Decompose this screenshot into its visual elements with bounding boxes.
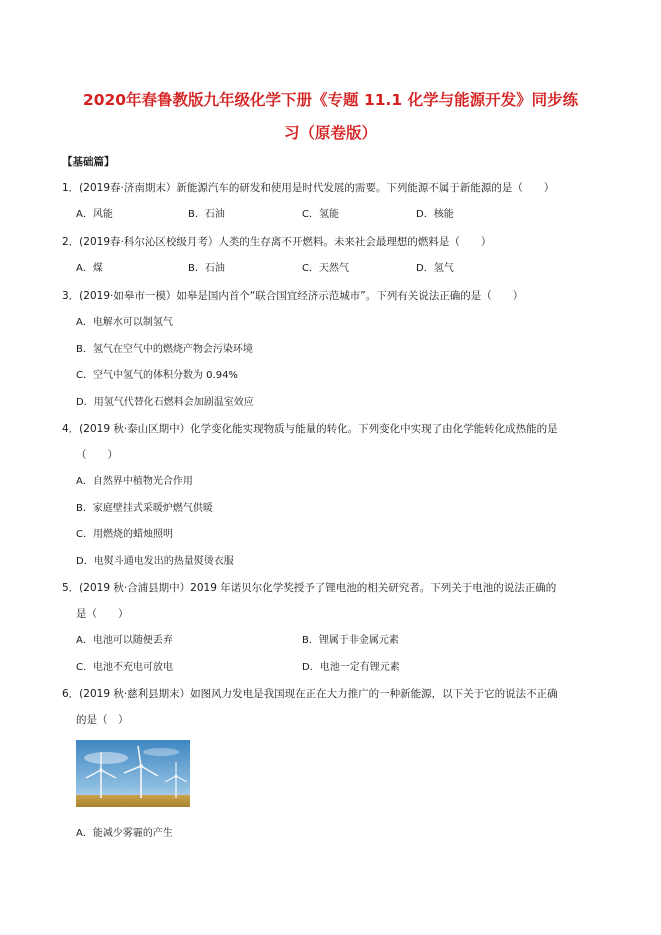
question-1-option-d: D．核能 — [416, 209, 454, 220]
question-5-option-b: B．锂属于非金属元素 — [302, 635, 399, 646]
wind-turbine-image — [76, 740, 190, 807]
question-2-option-b: B．石油 — [188, 263, 225, 274]
question-5-stem: 5．(2019 秋·合浦县期中）2019 年诺贝尔化学奖授予了锂电池的相关研究者。下列关于电池的说法正确的 — [62, 582, 557, 594]
question-5-option-c: C．电池不充电可放电 — [76, 662, 173, 673]
question-4-option-a: A．自然界中植物光合作用 — [76, 476, 193, 487]
question-4-stem-continued: （ ） — [76, 449, 118, 461]
question-6-stem-continued: 的是（ ） — [76, 714, 129, 726]
question-4-option-b: B．家庭壁挂式采暖炉燃气供暖 — [76, 503, 213, 514]
page-title: 2020年春鲁教版九年级化学下册《专题 11.1 化学与能源开发》同步练 — [82, 91, 579, 109]
question-5-option-d: D．电池一定有锂元素 — [302, 662, 400, 673]
question-2-option-a: A．煤 — [76, 263, 103, 274]
question-6-option-a: A．能减少雾霾的产生 — [76, 828, 173, 839]
question-5-option-a: A．电池可以随便丢弃 — [76, 635, 173, 646]
section-label: 【基础篇】 — [62, 156, 115, 168]
question-2-stem: 2．(2019春·科尔沁区校级月考）人类的生存离不开燃料。未来社会最理想的燃料是（ ） — [62, 236, 492, 248]
question-3-option-d: D．用氢气代替化石燃料会加剧温室效应 — [76, 397, 254, 408]
question-1-option-c: C．氢能 — [302, 209, 339, 220]
question-3-option-a: A．电解水可以制氢气 — [76, 317, 173, 328]
question-3-option-c: C．空气中氢气的体积分数为 0.94% — [76, 370, 238, 381]
question-3-stem: 3．(2019·如皋市一模）如皋是国内首个“联合国宜经济示范城市”。下列有关说法正确的是（ ） — [62, 290, 524, 302]
question-3-option-b: B．氢气在空气中的燃烧产物会污染环境 — [76, 344, 253, 355]
question-1-option-a: A．风能 — [76, 209, 113, 220]
question-1-option-b: B．石油 — [188, 209, 225, 220]
question-6-stem: 6．(2019 秋·慈利县期末）如图风力发电是我国现在正在大力推广的一种新能源，以下关于它的说法不正确 — [62, 688, 558, 700]
question-2-option-c: C．天然气 — [302, 263, 349, 274]
question-4-option-c: C．用燃烧的蜡烛照明 — [76, 529, 173, 540]
question-4-stem: 4．(2019 秋·泰山区期中）化学变化能实现物质与能量的转化。下列变化中实现了由化学能转化成热能的是 — [62, 423, 558, 435]
question-4-option-d: D．电熨斗通电发出的热量熨烫衣服 — [76, 556, 234, 567]
question-5-stem-continued: 是（ ） — [76, 608, 129, 620]
question-1-stem: 1．(2019春·济南期末）新能源汽车的研发和使用是时代发展的需要。下列能源不属于新能源的是（ ） — [62, 182, 555, 194]
question-2-option-d: D．氢气 — [416, 263, 454, 274]
page-title-continued: 习（原卷版） — [283, 124, 377, 142]
